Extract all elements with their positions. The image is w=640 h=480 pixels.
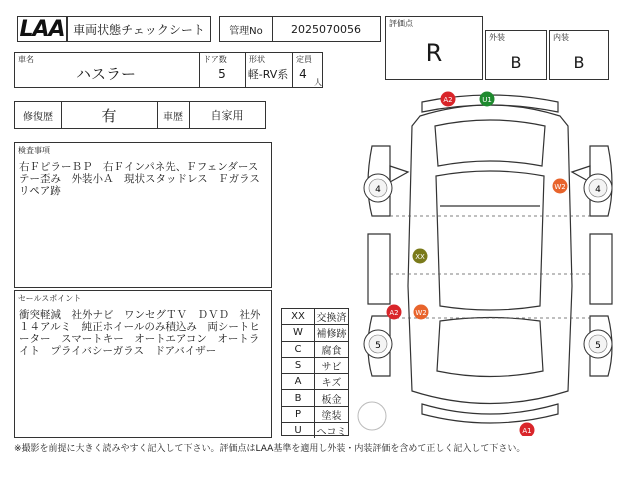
laa-logo (17, 16, 67, 42)
legend-desc: 塗装 (321, 410, 342, 422)
roof-outline (436, 171, 544, 310)
tire-label: 5 (595, 341, 601, 351)
category-label: 車歴 (163, 111, 183, 123)
rating-label: 評価点 (389, 19, 413, 28)
type-label: 形状 (249, 55, 265, 64)
legend-code: S (282, 358, 315, 373)
rear-bumper (422, 404, 558, 423)
tire-front-left (364, 174, 392, 202)
sales-text: 衝突軽減 社外ナビ ワンセグＴＶ ＤＶＤ 社外 １４アルミ 純正ホイールのみ積込み 両シートヒ ーター スマートキー オートエアコン オートラ イト プライバシーガラス ドアバイザー (19, 309, 261, 357)
legend-code: C (282, 342, 315, 357)
capacity-unit: 人 (314, 78, 322, 87)
legend-desc: 交換済 (316, 313, 347, 325)
legend-code: U (282, 423, 315, 438)
mgmt-label: 管理No (229, 25, 263, 37)
legend-desc: キズ (321, 378, 342, 390)
marker-front-left-a2 (441, 92, 456, 107)
inspection-box (14, 142, 272, 288)
category-value: 自家用 (210, 109, 244, 122)
interior-label: 内装 (553, 33, 569, 42)
marker-label: A1 (522, 427, 532, 435)
marker-label: U1 (482, 96, 492, 104)
repair-label: 修復歴 (23, 111, 53, 123)
legend-code: W (282, 325, 315, 340)
legend-row (282, 406, 348, 422)
exterior-label: 外装 (489, 33, 505, 42)
sales-box (14, 290, 272, 438)
legend-desc: 腐食 (321, 345, 342, 357)
inspection-text: 右ＦピラーＢＰ 右Ｆインパネ先、Ｆフェンダース テー歪み 外装小Ａ 現状スタッドレス Ｆガラス リペア跡 (19, 161, 260, 197)
marker-rear-left-w2 (414, 305, 429, 320)
legend-desc: 板金 (321, 394, 342, 406)
tire-label: 4 (375, 185, 381, 195)
marker-label: A2 (443, 96, 453, 104)
rating-box (385, 16, 483, 80)
tire-rear-right (584, 330, 612, 358)
exterior-value: B (510, 52, 522, 72)
spare-tire (358, 402, 386, 430)
legend-desc: へコミ (316, 427, 347, 439)
title-bar (67, 16, 211, 42)
capacity-label: 定員 (296, 55, 312, 64)
mgmt-value: 2025070056 (291, 22, 361, 36)
car-body-outline (408, 105, 572, 404)
legend-row (282, 357, 348, 373)
mgmt-number-box (219, 16, 381, 42)
interior-box (549, 30, 609, 80)
vehicle-row (14, 52, 323, 88)
footer-note: ※撮影を前提に大きく読みやすく記入して下さい。評価点はLAA基準を適用し外装・内装評価を含めて正しく記入して下さい。 (14, 444, 526, 454)
car-diagram (350, 86, 630, 436)
rear-hatch (437, 318, 543, 377)
tire-front-right (584, 174, 612, 202)
legend-row (282, 341, 348, 357)
legend-desc: 補修跡 (316, 329, 347, 341)
marker-label: W2 (415, 309, 427, 317)
capacity-value: 4 (299, 67, 307, 81)
rating-value: R (425, 39, 443, 67)
marker-fr-fender-w2 (553, 179, 568, 194)
tire-label: 5 (375, 341, 381, 351)
legend-row (282, 422, 348, 438)
marker-roof-xx (413, 249, 428, 264)
marker-label: XX (415, 253, 425, 261)
inspection-title: 検査事項 (18, 146, 50, 155)
legend-code: A (282, 374, 315, 389)
marker-label: A2 (389, 309, 399, 317)
sheet-title: 車両状態チェックシート (73, 22, 205, 37)
legend-table (281, 308, 349, 439)
name-value: ハスラー (75, 64, 136, 83)
legend-code: XX (282, 309, 315, 324)
legend-row (282, 389, 348, 405)
marker-front-right-u1 (480, 92, 495, 107)
legend-desc: サビ (321, 362, 342, 374)
legend-code: B (282, 390, 315, 405)
history-row (14, 101, 266, 129)
legend-code: P (282, 407, 315, 422)
tire-label: 4 (595, 185, 601, 195)
hood-outline (435, 120, 545, 166)
name-label: 車名 (18, 55, 34, 64)
legend-row (282, 324, 348, 340)
exterior-box (485, 30, 547, 80)
marker-rear-a1 (520, 423, 535, 437)
sales-title: セールスポイント (18, 294, 82, 303)
tire-rear-left (364, 330, 392, 358)
marker-label: W2 (554, 183, 566, 191)
repair-value: 有 (101, 106, 117, 125)
type-value: 軽-RV系 (247, 68, 289, 81)
doors-value: 5 (218, 67, 226, 81)
legend-row (282, 309, 348, 324)
interior-value: B (573, 52, 585, 72)
logo-text: LAA (19, 16, 65, 42)
marker-rear-left-a2 (387, 305, 402, 320)
legend-row (282, 373, 348, 389)
doors-label: ドア数 (203, 55, 227, 64)
